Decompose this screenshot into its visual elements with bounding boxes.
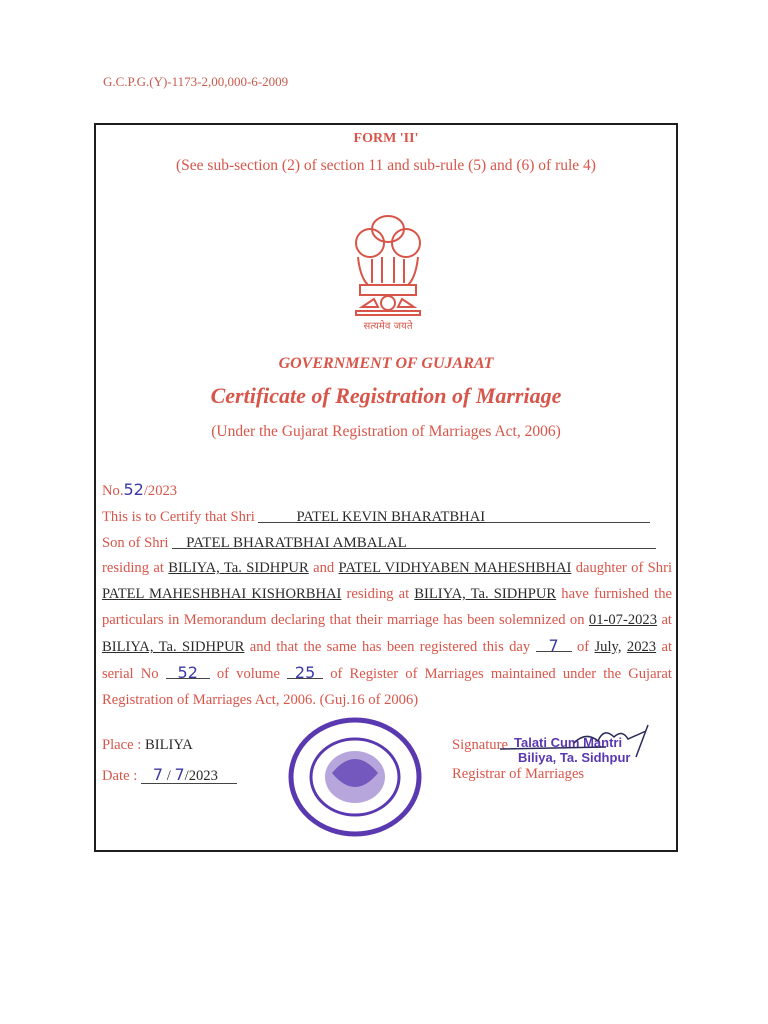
government-heading: GOVERNMENT OF GUJARAT (278, 355, 494, 372)
certificate-body: residing at BILIYA, Ta. SIDHPUR and PATEL VIDHYABEN MAHESHBHAI daughter of Shri PATEL MAHESHBHAI KISHORBHAI residing at BILIYA, Ta. SIDHPUR have furnished the particulars in Memorandum declaring that their marriage has been solemnized on 01-07-2023 at BILIYA, Ta. SIDHPUR and that the same has been registered this day 7 of July, 2023 at serial No 52 of volume 25 of Register of Marriages maintained under the Gujarat Registration of Marriages Act, 2006. (Guj.16 of 2006) (102, 560, 673, 708)
bride-father-name: PATEL MAHESHBHAI KISHORBHAI (102, 586, 342, 602)
form-number: FORM 'II' (353, 131, 419, 146)
registrar-label: Registrar of Marriages (452, 766, 585, 782)
signature-scribble-icon (496, 721, 666, 761)
date-month: 7 (174, 765, 185, 784)
signature-label: Signature (452, 737, 508, 753)
certificate-number-block (102, 477, 672, 556)
volume-number: 25 (294, 663, 316, 682)
cert-no-value: 52 (123, 480, 144, 499)
registrar-stamp: Talati Cum Mantri Biliya, Ta. Sidhpur (514, 735, 631, 765)
cert-no-prefix: No. (102, 483, 124, 499)
registration-day: 7 (548, 636, 559, 655)
cert-no-suffix: /2023 (143, 483, 178, 499)
certify-prefix: This is to Certify that Shri (102, 509, 255, 525)
registration-month: July, (594, 639, 622, 655)
marriage-date: 01-07-2023 (588, 612, 658, 628)
place-value: BILIYA (144, 737, 193, 753)
place-line: Place : BILIYA (102, 737, 193, 753)
date-day: 7 (152, 765, 164, 784)
groom-father-name: PATEL BHARATBHAI AMBALAL (186, 535, 407, 551)
date-line: Date : 7 / 7/2023 (102, 765, 237, 785)
certificate-frame (94, 123, 678, 852)
sub-section-note: (See sub-section (2) of section 11 and sub-rule (5) and (6) of rule 4) (176, 157, 596, 174)
serial-number: 52 (177, 663, 198, 682)
bride-name: PATEL VIDHYABEN MAHESHBHAI (338, 560, 572, 576)
son-of-prefix: Son of Shri (102, 535, 169, 551)
groom-name: PATEL KEVIN BHARATBHAI (296, 509, 486, 525)
marriage-place: BILIYA, Ta. SIDHPUR (102, 639, 245, 655)
certificate-title: Certificate of Registration of Marriage (210, 383, 562, 408)
registration-year: 2023 (626, 639, 657, 655)
print-code: G.C.P.G.(Y)-1173-2,00,000-6-2009 (103, 74, 289, 89)
date-year: /2023 (184, 768, 218, 784)
groom-residence: BILIYA, Ta. SIDHPUR (168, 560, 309, 576)
emblem-motto: सत्यमेव जयते (363, 321, 413, 332)
panchayat-seal-icon (286, 715, 424, 839)
bride-residence: BILIYA, Ta. SIDHPUR (414, 586, 557, 602)
national-emblem-icon (348, 207, 428, 335)
act-reference: (Under the Gujarat Registration of Marriages Act, 2006) (211, 423, 561, 440)
